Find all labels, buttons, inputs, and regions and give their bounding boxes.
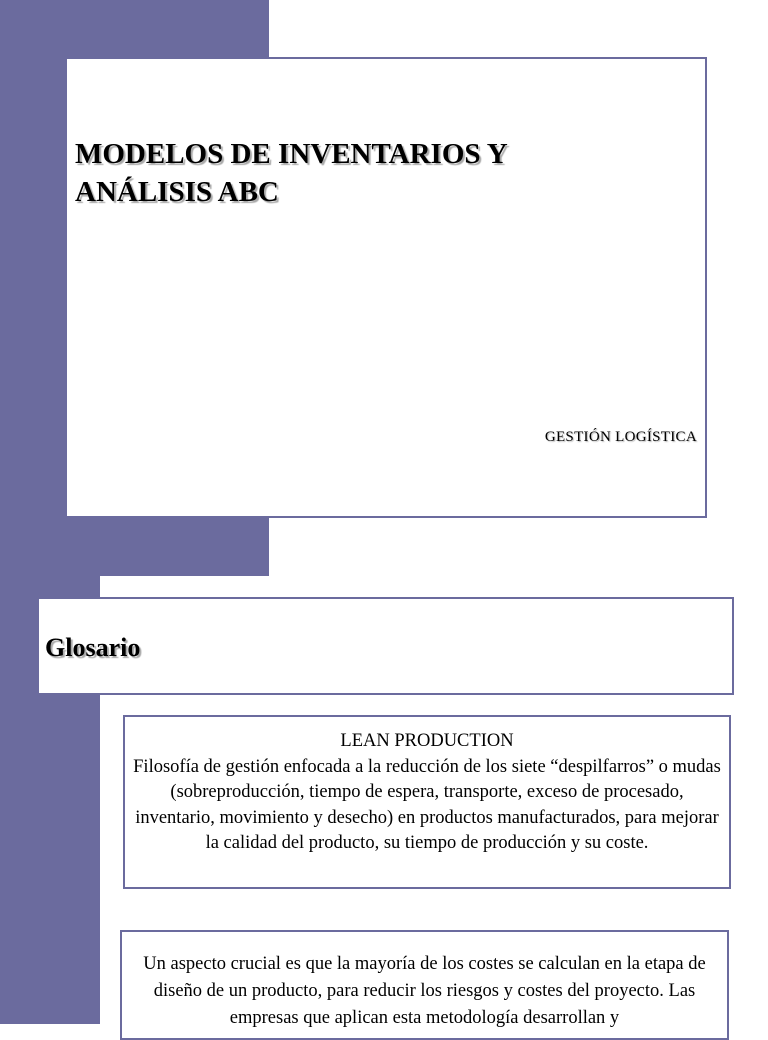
slide-subtitle: GESTIÓN LOGÍSTICA <box>544 429 697 445</box>
lean-production-term: LEAN PRODUCTION <box>340 731 514 751</box>
glossary-header-box <box>37 597 734 695</box>
slide-title-line-1: MODELOS DE INVENTARIOS Y <box>75 138 508 170</box>
lean-production-definition-box <box>123 715 731 889</box>
title-slide <box>65 57 707 518</box>
glossary-heading: Glosario <box>45 633 141 662</box>
slide-title <box>75 135 695 211</box>
lean-production-definition: Filosofía de gestión enfocada a la reducción de los siete “despilfarros” o mudas (sobreproducción, tiempo de espera, transporte, exceso de procesado, inventario, movimiento y desecho) en productos manufacturados, para mejorar la calidad del producto, su tiempo de producción y su coste. <box>133 756 721 853</box>
slide-title-line-2: ANÁLISIS ABC <box>75 176 279 208</box>
cost-text: Un aspecto crucial es que la mayoría de los costes se calculan en la etapa de diseño de un producto, para reducir los riesgos y costes del proyecto. Las empresas que aplican esta metodología desarrollan y <box>143 954 706 1028</box>
